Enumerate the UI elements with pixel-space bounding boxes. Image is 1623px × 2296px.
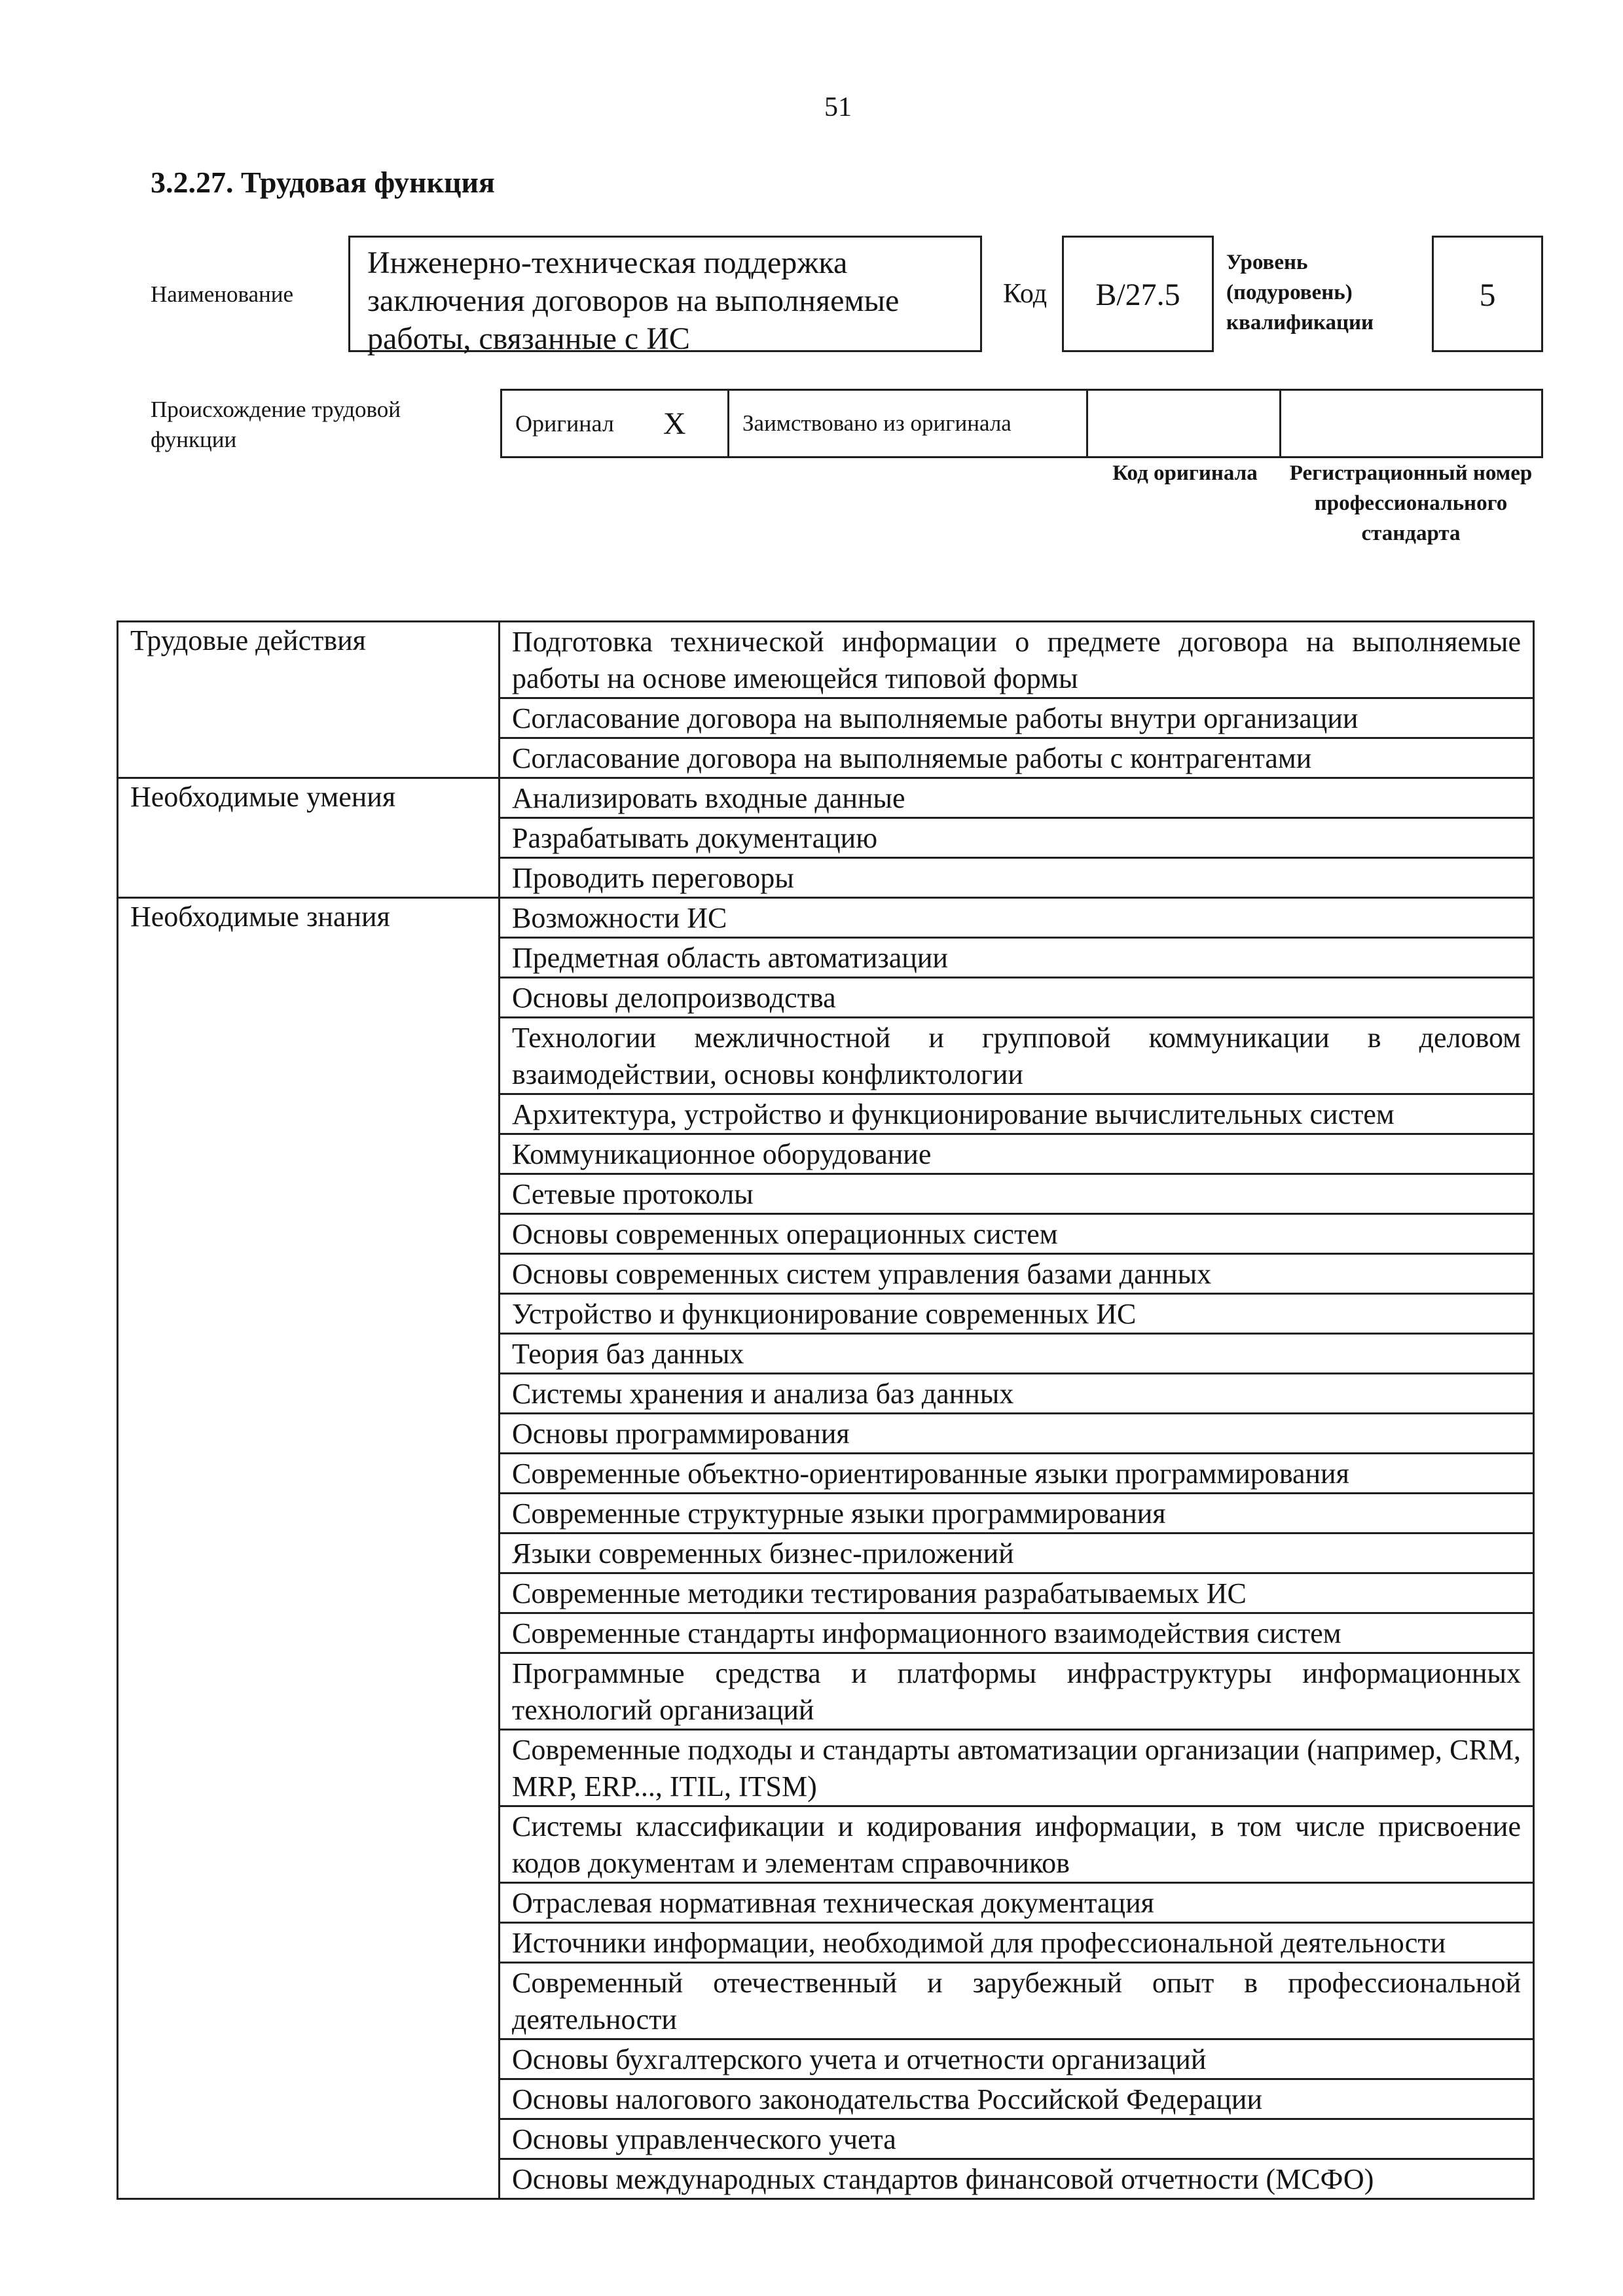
- category-cell: [118, 1653, 500, 1730]
- category-cell: [118, 1883, 500, 1923]
- item-cell: Подготовка технической информации о предмете договора на выполняемые работы на основе имеющейся типовой формы: [500, 622, 1534, 698]
- section-title: 3.2.27. Трудовая функция: [151, 166, 495, 199]
- item-cell: Системы классификации и кодирования информации, в том числе присвоение кодов документам и элементам справочников: [500, 1806, 1534, 1883]
- item-cell: Современные стандарты информационного взаимодействия систем: [500, 1613, 1534, 1653]
- table-row: [118, 978, 1534, 1018]
- requirements-table-body: [118, 622, 1534, 2199]
- category-cell: [118, 1494, 500, 1534]
- item-cell: Проводить переговоры: [500, 858, 1534, 898]
- category-cell: [118, 1806, 500, 1883]
- table-row: [118, 1134, 1534, 1174]
- item-cell: Источники информации, необходимой для профессиональной деятельности: [500, 1923, 1534, 1963]
- table-row: [118, 1494, 1534, 1534]
- item-cell: Системы хранения и анализа баз данных: [500, 1374, 1534, 1414]
- table-row: [118, 1613, 1534, 1653]
- category-cell: [118, 1018, 500, 1094]
- original-mark: X: [663, 406, 686, 441]
- original-code-cell: [1088, 389, 1281, 458]
- table-row: [118, 1653, 1534, 1730]
- item-cell: Технологии межличностной и групповой коммуникации в деловом взаимодействии, основы конфликтологии: [500, 1018, 1534, 1094]
- table-row: [118, 1806, 1534, 1883]
- origin-label: Происхождение трудовой функции: [151, 397, 401, 452]
- category-cell: [118, 1730, 500, 1806]
- table-row: [118, 2159, 1534, 2199]
- requirements-table: [117, 620, 1535, 2200]
- category-cell: [118, 938, 500, 978]
- item-cell: Возможности ИС: [500, 898, 1534, 938]
- table-row: [118, 1414, 1534, 1454]
- name-label: Наименование: [151, 281, 294, 307]
- table-row: [118, 1294, 1534, 1334]
- table-row: [118, 698, 1534, 738]
- table-row: [118, 1334, 1534, 1374]
- item-cell: Теория баз данных: [500, 1334, 1534, 1374]
- item-cell: Анализировать входные данные: [500, 778, 1534, 818]
- table-row: [118, 1454, 1534, 1494]
- item-cell: Согласование договора на выполняемые работы с контрагентами: [500, 738, 1534, 778]
- borrowed-label: Заимствовано из оригинала: [742, 410, 1012, 436]
- category-cell: [118, 2039, 500, 2079]
- category-cell: [118, 858, 500, 898]
- item-cell: Основы управленческого учета: [500, 2119, 1534, 2159]
- category-cell: [118, 1334, 500, 1374]
- item-cell: Современный отечественный и зарубежный опыт в профессиональной деятельности: [500, 1963, 1534, 2039]
- category-cell: [118, 2159, 500, 2199]
- item-cell: Современные методики тестирования разрабатываемых ИС: [500, 1573, 1534, 1613]
- origin-row: [500, 389, 1543, 458]
- table-row: [118, 1254, 1534, 1294]
- table-row: [118, 1573, 1534, 1613]
- category-cell: [118, 1963, 500, 2039]
- item-cell: Основы современных операционных систем: [500, 1214, 1534, 1254]
- code-label: Код: [1003, 279, 1048, 309]
- category-cell: [118, 1374, 500, 1414]
- item-cell: Коммуникационное оборудование: [500, 1134, 1534, 1174]
- table-row: [118, 858, 1534, 898]
- table-row: [118, 898, 1534, 938]
- page-number: 51: [824, 92, 852, 122]
- item-cell: Предметная область автоматизации: [500, 938, 1534, 978]
- table-row: [118, 738, 1534, 778]
- table-row: [118, 1730, 1534, 1806]
- category-cell: Необходимые умения: [118, 778, 500, 818]
- item-cell: Согласование договора на выполняемые работы внутри организации: [500, 698, 1534, 738]
- category-cell: [118, 1134, 500, 1174]
- registration-number-cell: [1281, 389, 1543, 458]
- qualification-level-value: 5: [1432, 236, 1543, 352]
- category-cell: Трудовые действия: [118, 622, 500, 698]
- category-cell: [118, 1294, 500, 1334]
- category-cell: [118, 978, 500, 1018]
- item-cell: Основы международных стандартов финансовой отчетности (МСФО): [500, 2159, 1534, 2199]
- code-value: B/27.5: [1062, 236, 1214, 352]
- category-cell: [118, 698, 500, 738]
- table-row: [118, 938, 1534, 978]
- item-cell: Разрабатывать документацию: [500, 818, 1534, 858]
- function-name-value: Инженерно-техническая поддержка заключения договоров на выполняемые работы, связанные с ИС: [348, 236, 982, 352]
- item-cell: Современные подходы и стандарты автоматизации организации (например, CRM, MRP, ERP..., ITIL, ITSM): [500, 1730, 1534, 1806]
- category-cell: [118, 1613, 500, 1653]
- category-cell: [118, 1923, 500, 1963]
- item-cell: Устройство и функционирование современных ИС: [500, 1294, 1534, 1334]
- item-cell: Отраслевая нормативная техническая документация: [500, 1883, 1534, 1923]
- category-cell: [118, 2079, 500, 2119]
- item-cell: Архитектура, устройство и функционирование вычислительных систем: [500, 1094, 1534, 1134]
- table-row: [118, 1534, 1534, 1573]
- category-cell: [118, 1094, 500, 1134]
- table-row: [118, 778, 1534, 818]
- origin-original-cell: [500, 389, 729, 458]
- item-cell: Современные объектно-ориентированные языки программирования: [500, 1454, 1534, 1494]
- table-row: [118, 622, 1534, 698]
- borrowed-cell: [729, 389, 1088, 458]
- original-code-caption: Код оригинала: [1112, 461, 1258, 485]
- table-row: [118, 2119, 1534, 2159]
- registration-number-caption: Регистрационный номер профессионального стандарта: [1289, 461, 1533, 545]
- item-cell: Основы делопроизводства: [500, 978, 1534, 1018]
- category-cell: [118, 1254, 500, 1294]
- category-cell: [118, 1573, 500, 1613]
- category-cell: [118, 2119, 500, 2159]
- item-cell: Основы программирования: [500, 1414, 1534, 1454]
- table-row: [118, 1923, 1534, 1963]
- category-cell: [118, 1454, 500, 1494]
- table-row: [118, 1094, 1534, 1134]
- item-cell: Основы налогового законодательства Российской Федерации: [500, 2079, 1534, 2119]
- table-row: [118, 2039, 1534, 2079]
- category-cell: [118, 1174, 500, 1214]
- category-cell: Необходимые знания: [118, 898, 500, 938]
- table-row: [118, 1963, 1534, 2039]
- table-row: [118, 1883, 1534, 1923]
- item-cell: Основы бухгалтерского учета и отчетности организаций: [500, 2039, 1534, 2079]
- item-cell: Программные средства и платформы инфраструктуры информационных технологий организаций: [500, 1653, 1534, 1730]
- item-cell: Языки современных бизнес-приложений: [500, 1534, 1534, 1573]
- item-cell: Современные структурные языки программирования: [500, 1494, 1534, 1534]
- table-row: [118, 2079, 1534, 2119]
- table-row: [118, 1018, 1534, 1094]
- category-cell: [118, 818, 500, 858]
- table-row: [118, 1174, 1534, 1214]
- category-cell: [118, 1534, 500, 1573]
- category-cell: [118, 1214, 500, 1254]
- table-row: [118, 1214, 1534, 1254]
- item-cell: Сетевые протоколы: [500, 1174, 1534, 1214]
- category-cell: [118, 1414, 500, 1454]
- category-cell: [118, 738, 500, 778]
- original-label: Оригинал: [515, 410, 614, 437]
- table-row: [118, 1374, 1534, 1414]
- table-row: [118, 818, 1534, 858]
- item-cell: Основы современных систем управления базами данных: [500, 1254, 1534, 1294]
- qualification-level-label: Уровень (подуровень) квалификации: [1226, 251, 1374, 334]
